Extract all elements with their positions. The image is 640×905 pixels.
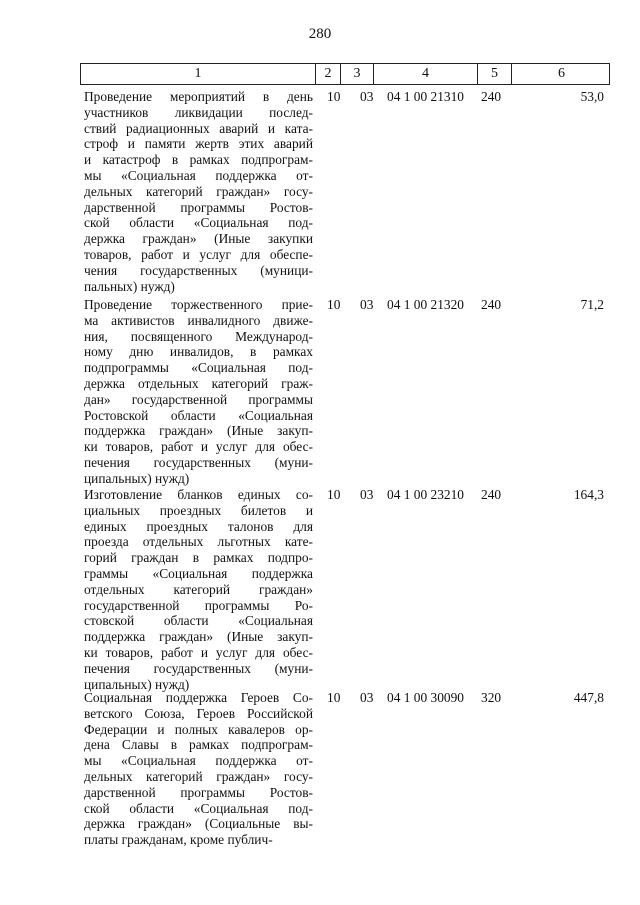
subsection-code: 03	[360, 297, 374, 312]
row-description	[84, 297, 313, 487]
description-line: дарственной программы Ростов-	[84, 784, 313, 800]
description-line: ветского Союза, Героев Российской	[84, 705, 313, 721]
description-line: дарственной программы Ростов-	[84, 199, 313, 215]
expense-type-code: 240	[481, 297, 502, 312]
description-line: единых проездных талонов для	[84, 518, 313, 534]
description-line: граммы «Социальная поддержка	[84, 565, 313, 581]
description-line: дельных категорий граждан» госу-	[84, 183, 313, 199]
description-line: государственной программы Ро-	[84, 597, 313, 613]
target-article-code: 04 1 00 21320	[387, 297, 464, 312]
description-line: дена Славы в рамках подпрограм-	[84, 737, 313, 753]
description-line: ки товаров, работ и услуг для обес-	[84, 644, 313, 660]
description-line: ципальных) нужд)	[84, 676, 190, 692]
description-line: ципальных) нужд)	[84, 470, 190, 486]
description-line: ки товаров, работ и услуг для обес-	[84, 439, 313, 455]
description-line: Ростовской области «Социальная	[84, 407, 313, 423]
description-line: ской области «Социальная под-	[84, 215, 313, 231]
description-line: участников ликвидации послед-	[84, 104, 313, 120]
page-number: 280	[308, 26, 332, 42]
section-code: 10	[327, 297, 341, 312]
description-line: горий граждан в рамках подпро-	[84, 550, 313, 566]
amount: 447,8	[573, 690, 604, 705]
header-col-1: 1	[81, 64, 316, 84]
expense-type-code: 240	[481, 89, 502, 104]
description-line: ному дню инвалидов, в рамках	[84, 344, 313, 360]
amount: 71,2	[580, 297, 604, 312]
amount: 164,3	[573, 487, 604, 502]
description-line: дельных категорий граждан» госу-	[84, 768, 313, 784]
description-line: держка граждан» (Социальные вы-	[84, 816, 313, 832]
description-line: держка отдельных категорий граж-	[84, 375, 313, 391]
target-article-code: 04 1 00 21310	[387, 89, 464, 104]
description-line: стовской области «Социальная	[84, 613, 313, 629]
description-line: мы «Социальная поддержка от-	[84, 753, 313, 769]
description-line: подпрограммы «Социальная под-	[84, 360, 313, 376]
target-article-code: 04 1 00 23210	[387, 487, 464, 502]
description-line: чения государственных (муници-	[84, 262, 313, 278]
header-col-5: 5	[478, 64, 512, 84]
description-line: дан» государственной программы	[84, 391, 313, 407]
header-col-6: 6	[558, 66, 565, 81]
description-line: Проведение торжественного прие-	[84, 297, 313, 312]
description-line: и катастроф в рамках подпрограм-	[84, 152, 313, 168]
description-line: строф и памяти жертв этих аварий	[84, 136, 313, 152]
target-article-code: 04 1 00 30090	[387, 690, 464, 705]
section-code: 10	[327, 89, 341, 104]
row-description	[84, 690, 313, 848]
section-code: 10	[327, 487, 341, 502]
description-line: Изготовление бланков единых со-	[84, 487, 313, 502]
expense-type-code: 320	[481, 690, 502, 705]
description-line: поддержка граждан» (Иные закуп-	[84, 423, 313, 439]
description-line: ской области «Социальная под-	[84, 800, 313, 816]
description-line: ствий радиационных аварий и ката-	[84, 120, 313, 136]
amount: 53,0	[580, 89, 604, 104]
header-col-3: 3	[341, 64, 374, 84]
subsection-code: 03	[360, 690, 374, 705]
description-line: поддержка граждан» (Иные закуп-	[84, 629, 313, 645]
description-line: Социальная поддержка Героев Со-	[84, 690, 313, 705]
description-line: Проведение мероприятий в день	[84, 89, 313, 104]
subsection-code: 03	[360, 487, 374, 502]
description-line: Федерации и полных кавалеров ор-	[84, 721, 313, 737]
description-line: товаров, работ и услуг для обеспе-	[84, 246, 313, 262]
row-description	[84, 487, 313, 692]
description-line: ма активистов инвалидного движе-	[84, 312, 313, 328]
row-description	[84, 89, 313, 294]
description-line: печения государственных (муни-	[84, 660, 313, 676]
section-code: 10	[327, 690, 341, 705]
description-line: мы «Социальная поддержка от-	[84, 167, 313, 183]
description-line: пальных) нужд)	[84, 278, 175, 294]
description-line: печения государственных (муни-	[84, 454, 313, 470]
expense-type-code: 240	[481, 487, 502, 502]
description-line: проезда отдельных льготных кате-	[84, 534, 313, 550]
description-line: циальных проездных билетов и	[84, 502, 313, 518]
table-header-row	[80, 63, 610, 85]
description-line: держка граждан» (Иные закупки	[84, 231, 313, 247]
description-line: отдельных категорий граждан»	[84, 581, 313, 597]
description-line: платы гражданам, кроме публич-	[84, 832, 273, 848]
header-col-4: 4	[374, 64, 478, 84]
description-line: ния, посвященного Международ-	[84, 328, 313, 344]
header-col-2: 2	[316, 64, 341, 84]
subsection-code: 03	[360, 89, 374, 104]
